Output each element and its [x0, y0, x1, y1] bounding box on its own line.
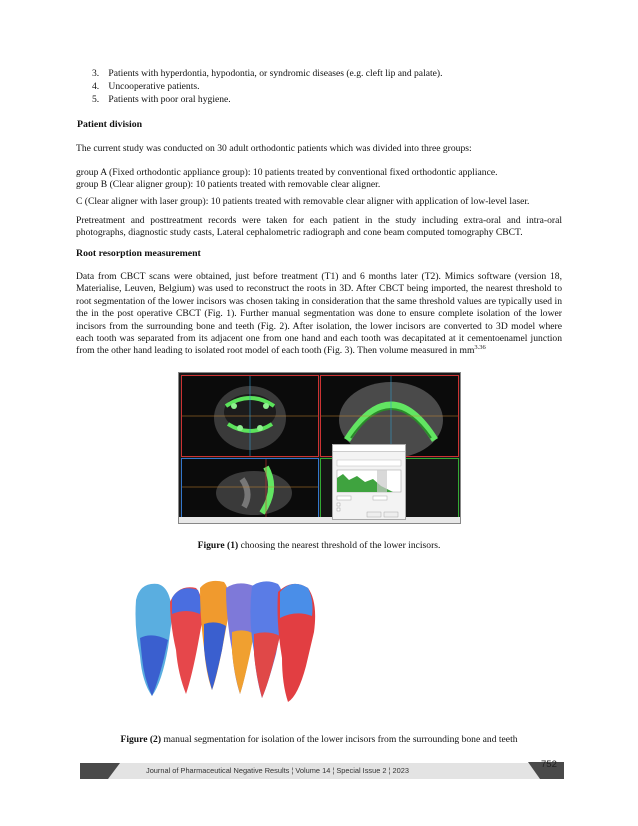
figure-2-label: Figure (2) — [120, 734, 162, 745]
list-text: Patients with hyperdontia, hypodontia, or syndromic diseases (e.g. cleft lip and palate). — [108, 68, 443, 79]
section-heading-patient-division: Patient division — [77, 119, 143, 130]
sagittal-scan-image — [182, 459, 318, 517]
coronal-scan-image — [182, 376, 318, 456]
paragraph-methods — [76, 271, 562, 358]
coronal-view-pane — [181, 375, 319, 457]
segmented-teeth-3d-image — [128, 578, 328, 710]
list-text: Patients with poor oral hygiene. — [108, 94, 231, 105]
figure-2-caption-text: manual segmentation for isolation of the lower incisors from the surrounding bone and teeth — [161, 734, 518, 745]
paragraph: The current study was conducted on 30 adult orthodontic patients which was divided into three groups: — [76, 143, 472, 154]
list-number: 3. — [92, 68, 100, 79]
dialog-title-bar — [333, 445, 405, 452]
paragraph-group-a: group A (Fixed orthodontic appliance group): 10 patients treated by conventional fixed orthodontic appliance. — [76, 167, 498, 178]
paragraph-records: Pretreatment and posttreatment records were taken for each patient in the study including extra-oral and intra-oral photographs, diagnostic study casts, Lateral cephalometric radiograph and cone beam computed tomography CBCT. — [76, 215, 562, 239]
citation-superscript: 3.36 — [474, 344, 486, 352]
threshold-dialog — [332, 444, 406, 520]
figure-1-label: Figure (1) — [197, 540, 239, 551]
section-heading-root-resorption: Root resorption measurement — [76, 248, 201, 259]
list-text: Uncooperative patients. — [108, 81, 200, 92]
paragraph-methods-text: Data from CBCT scans were obtained, just before treatment (T1) and 6 months later (T2). Mimics software (version 18, Materialise, Leuven, Belgium) was used to reconstruct the roots in 3D. After CBCT being imported, the nearest threshold to root segmentation of the lower incisors was chosen taking in consideration that the same threshold values are typically used in the in the post operative CBCT (Fig. 1). Further manual segmentation was done to ensure complete isolation of the lower incisors from the surrounding bone and teeth (Fig. 2). After isolation, the lower incisors are converted to 3D model where each tooth was separated from its adjacent one from one hand and each tooth was decapitated at it cementoenamel junction from the other hand leading to isolated root model of each tooth (Fig. 3). Then volume measured in mm — [76, 271, 562, 357]
list-number: 5. — [92, 94, 100, 105]
list-item — [92, 94, 231, 106]
paragraph-group-c: C (Clear aligner with laser group): 10 patients treated with removable clear aligner with application of low-level laser. — [76, 196, 530, 207]
status-bar — [179, 517, 460, 523]
sagittal-view-pane — [181, 458, 319, 518]
footer-journal-info: Journal of Pharmaceutical Negative Results ¦ Volume 14 ¦ Special Issue 2 ¦ 2023 — [146, 766, 409, 775]
figure-1-caption-text: choosing the nearest threshold of the lower incisors. — [238, 540, 441, 551]
threshold-histogram — [333, 452, 405, 518]
list-item — [92, 81, 200, 93]
page-number: 752 — [541, 759, 557, 770]
list-number: 4. — [92, 81, 100, 92]
figure-1-caption — [76, 540, 562, 551]
cbct-software-screenshot — [178, 372, 461, 524]
list-item — [92, 68, 443, 80]
paragraph-group-b: group B (Clear aligner group): 10 patients treated with removable clear aligner. — [76, 179, 381, 190]
figure-2-caption — [76, 734, 562, 745]
